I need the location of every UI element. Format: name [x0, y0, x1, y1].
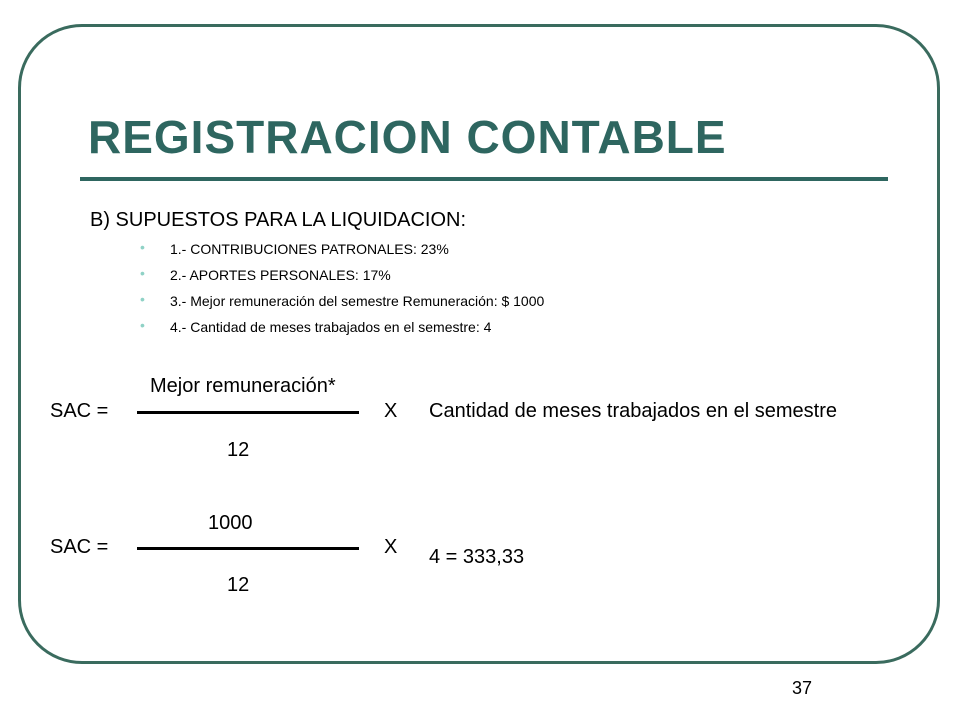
formula1-denominator: 12: [227, 439, 250, 461]
page-number: 37: [792, 678, 813, 698]
bullet-icon: •: [140, 239, 145, 255]
assumptions-list: [140, 240, 544, 344]
bullet-icon: •: [140, 317, 145, 333]
formula2-numerator: 1000: [208, 512, 253, 534]
list-item: [140, 292, 544, 318]
bullet-icon: •: [140, 265, 145, 281]
formula2-denominator: 12: [227, 574, 250, 596]
bullet-icon: •: [140, 291, 145, 307]
list-item-text: 2.- APORTES PERSONALES: 17%: [170, 267, 391, 283]
list-item-text: 1.- CONTRIBUCIONES PATRONALES: 23%: [170, 241, 449, 257]
section-subtitle: B) SUPUESTOS PARA LA LIQUIDACION:: [90, 209, 467, 231]
list-item-text: 3.- Mejor remuneración del semestre Remuneración: $ 1000: [170, 293, 545, 309]
formula1-lhs: SAC =: [50, 400, 109, 422]
list-item: [140, 318, 544, 344]
formula2-result: 4 = 333,33: [429, 546, 525, 568]
formula1-fraction-bar: [137, 411, 359, 414]
formula1-operator: X: [384, 400, 398, 422]
list-item: [140, 240, 544, 266]
title-underline: [80, 177, 888, 181]
slide-title: REGISTRACION CONTABLE: [88, 111, 727, 163]
list-item: [140, 266, 544, 292]
formula2-operator: X: [384, 536, 398, 558]
formula1-multiplier: Cantidad de meses trabajados en el semestre: [429, 400, 838, 422]
formula2-fraction-bar: [137, 547, 359, 550]
list-item-text: 4.- Cantidad de meses trabajados en el semestre: 4: [170, 319, 492, 335]
formula1-numerator: Mejor remuneración*: [150, 375, 336, 397]
formula2-lhs: SAC =: [50, 536, 109, 558]
